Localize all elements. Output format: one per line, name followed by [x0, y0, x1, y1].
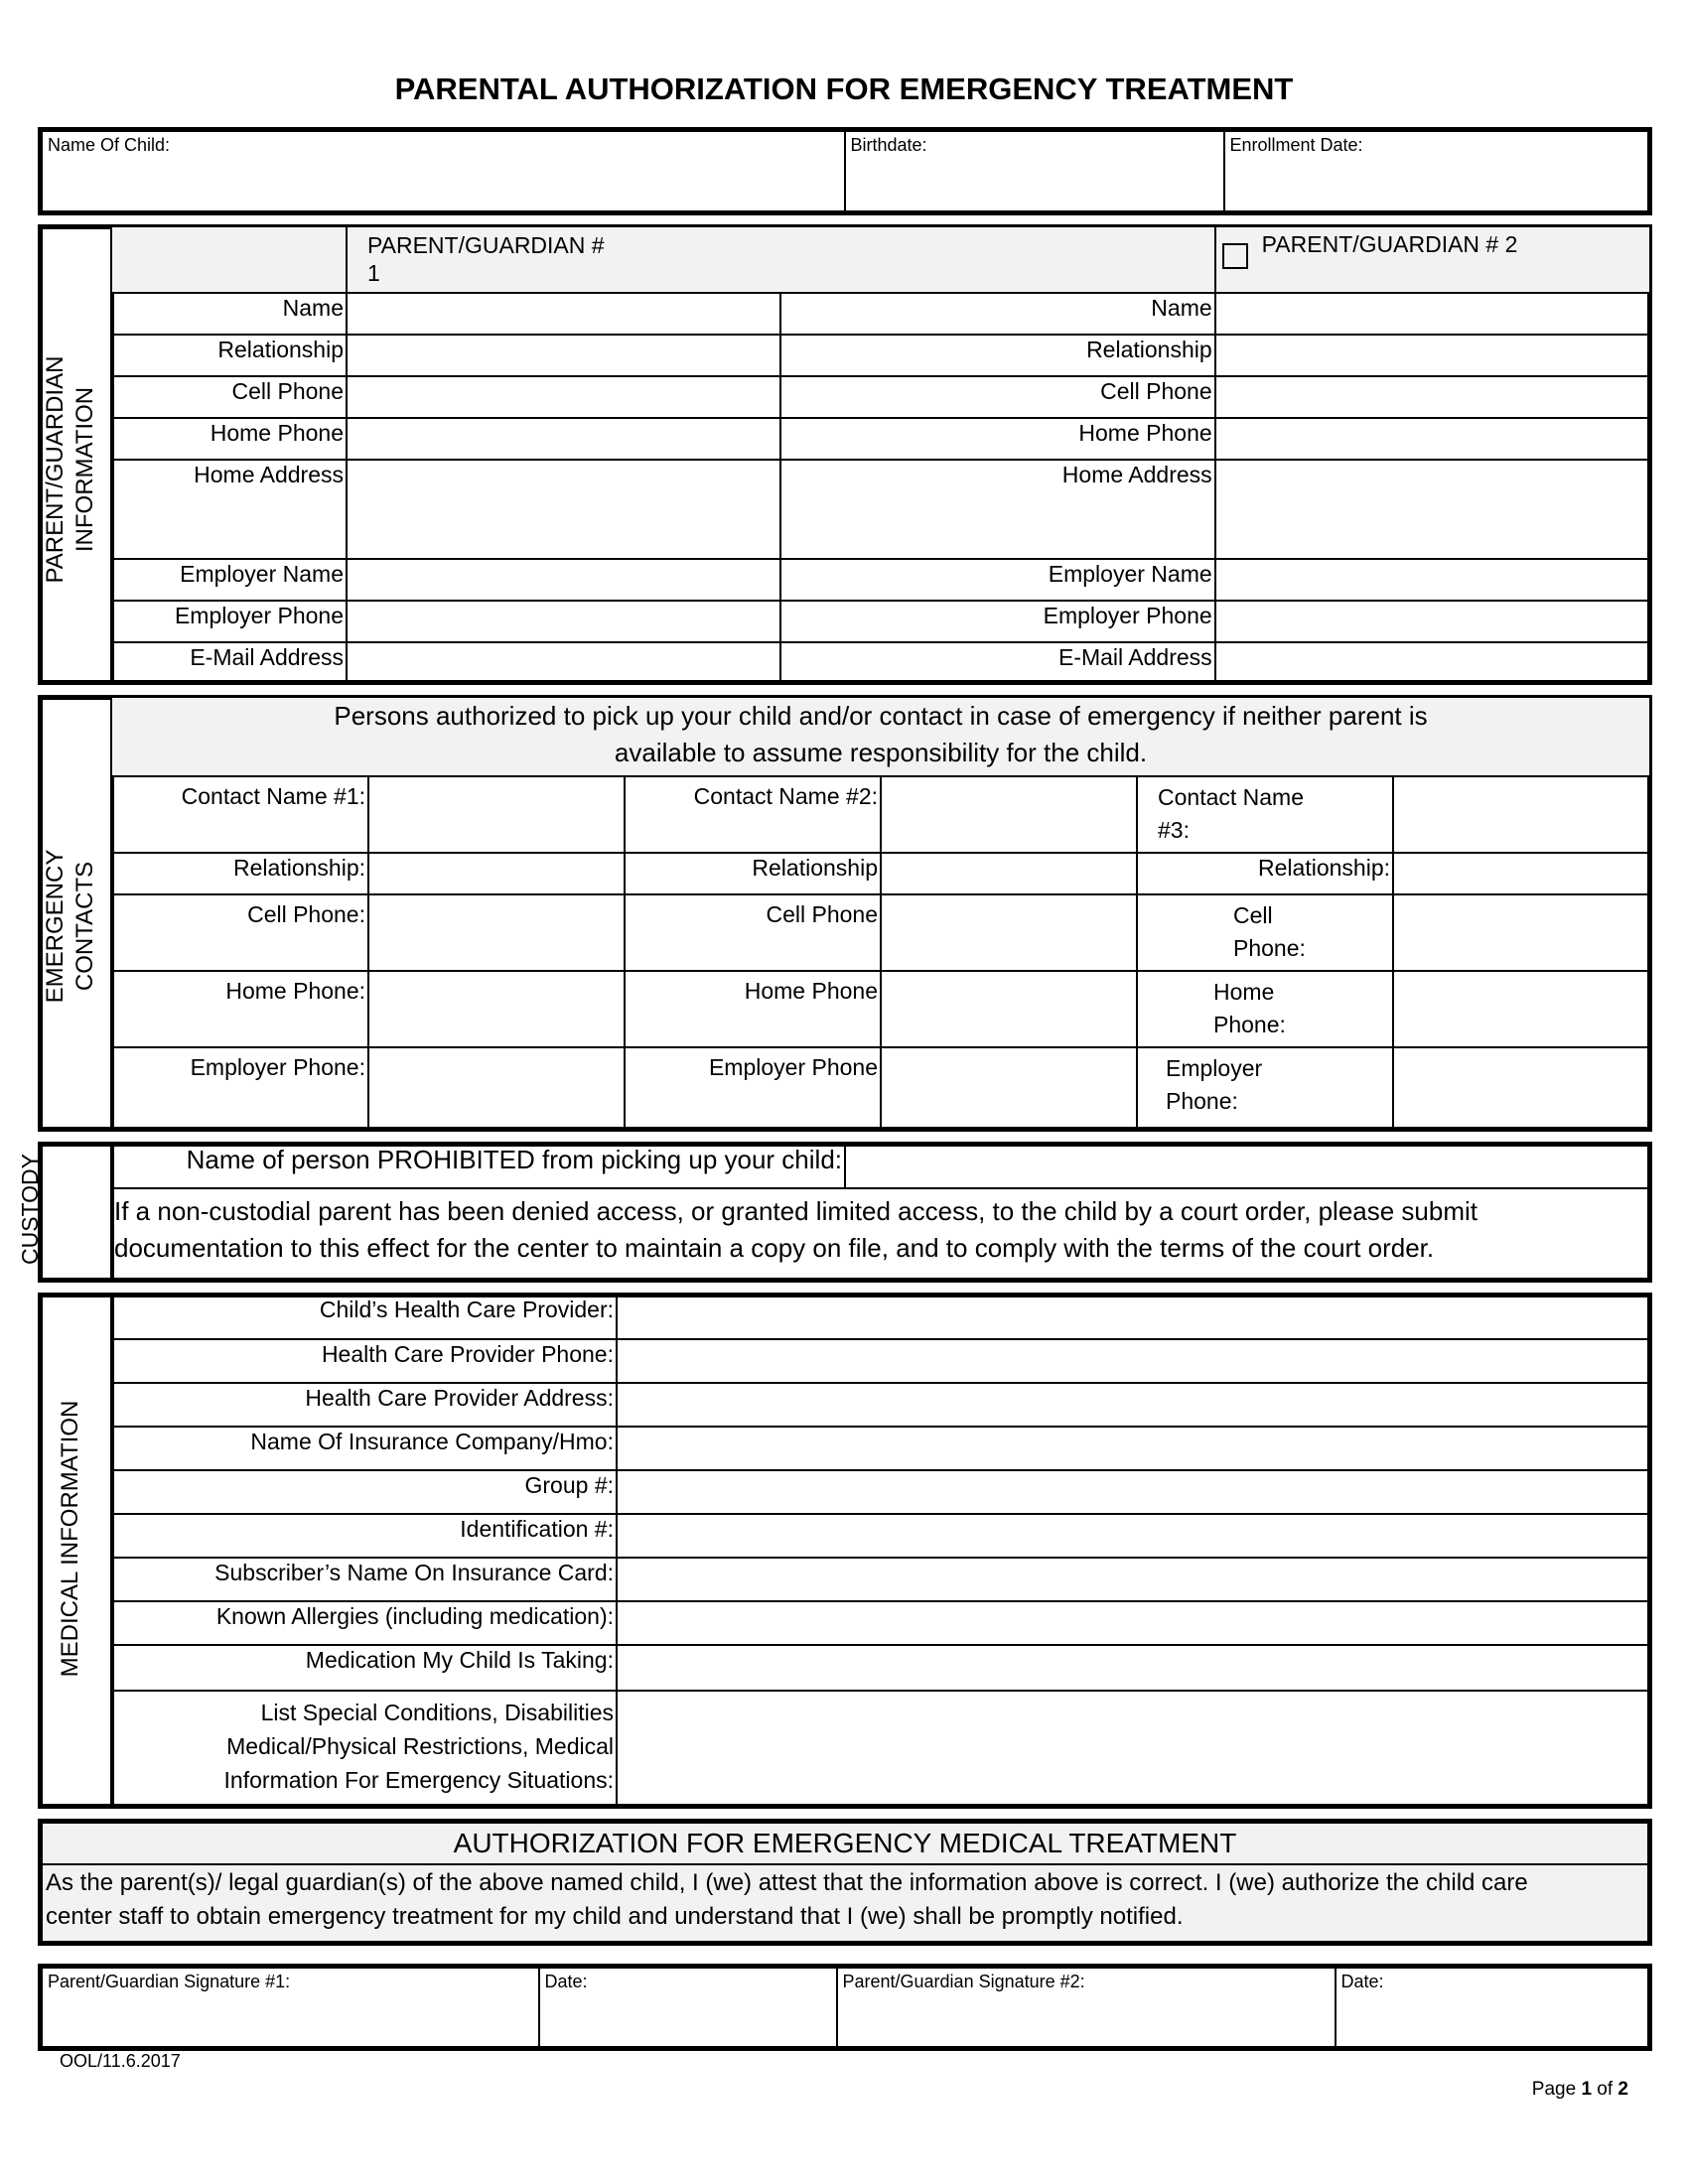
- enrollment-date-label: Enrollment Date:: [1229, 135, 1363, 155]
- signature-table: [38, 1964, 1652, 2051]
- page-title: PARENTAL AUTHORIZATION FOR EMERGENCY TREATMENT: [394, 71, 1294, 106]
- contact2-home-label: Home Phone: [625, 971, 881, 1047]
- contact2-home-input[interactable]: [881, 971, 1137, 1047]
- contact2-name-input[interactable]: [881, 776, 1137, 853]
- contact2-employer-input[interactable]: [881, 1047, 1137, 1129]
- contact3-name-label: [1137, 776, 1393, 853]
- contact2-cell-input[interactable]: [881, 894, 1137, 971]
- contact2-cell-label: Cell Phone: [625, 894, 881, 971]
- medical-special-conditions-input[interactable]: [617, 1691, 1649, 1806]
- medical-insurance-company-label: Name Of Insurance Company/Hmo:: [112, 1427, 617, 1470]
- contact3-home-label-line2: Phone:: [1213, 1012, 1286, 1037]
- parent1-email-address-label: E-Mail Address: [112, 642, 347, 682]
- medical-known-allergies-label: Known Allergies (including medication):: [112, 1601, 617, 1645]
- emergency-intro-line2: available to assume responsibility for the child.: [614, 738, 1148, 767]
- page-total: 2: [1618, 2079, 1628, 2100]
- date1-label: Date:: [544, 1972, 588, 1991]
- contact3-relationship-input[interactable]: [1393, 853, 1649, 894]
- authorization-text-line2: center staff to obtain emergency treatment for my child and understand that I (we) shall be promptly notified.: [46, 1903, 1184, 1930]
- parent1-home-phone-input[interactable]: [347, 418, 780, 460]
- form-code: OOL/11.6.2017: [60, 2051, 181, 2071]
- contact1-name-label: Contact Name #1:: [112, 776, 368, 853]
- contact3-name-label-line1: Contact Name: [1158, 784, 1305, 810]
- page-prefix: Page: [1531, 2079, 1582, 2100]
- medical-known-allergies-input[interactable]: [617, 1601, 1649, 1645]
- emergency-side-panel: [41, 698, 114, 1129]
- authorization-heading: AUTHORIZATION FOR EMERGENCY MEDICAL TREATMENT: [41, 1822, 1649, 1865]
- parent2-header-text: PARENT/GUARDIAN # 2: [1261, 231, 1518, 257]
- contact2-employer-label: Employer Phone: [625, 1047, 881, 1129]
- parent2-email-address-input[interactable]: [1215, 642, 1649, 682]
- parent1-name-label: Name: [112, 293, 347, 335]
- parent2-employer-name-input[interactable]: [1215, 559, 1649, 601]
- contact3-home-label-line1: Home: [1213, 979, 1275, 1005]
- parent2-employer-phone-label: Employer Phone: [780, 601, 1214, 642]
- emergency-contacts-table: [112, 698, 1649, 1129]
- parent1-home-phone-label: Home Phone: [112, 418, 347, 460]
- parent2-relationship-label: Relationship: [780, 335, 1214, 376]
- signature1-field[interactable]: [41, 1967, 539, 2049]
- child-info-table: [38, 127, 1652, 215]
- date2-field[interactable]: [1336, 1967, 1650, 2049]
- medical-provider-phone-label: Health Care Provider Phone:: [112, 1339, 617, 1383]
- parent2-name-label: Name: [780, 293, 1214, 335]
- parent-side-label-line2: INFORMATION: [71, 386, 98, 553]
- emergency-side-label-line2: CONTACTS: [71, 861, 98, 992]
- contact3-name-label-line2: #3:: [1158, 817, 1190, 843]
- contact1-employer-input[interactable]: [368, 1047, 625, 1129]
- parent1-name-input[interactable]: [347, 293, 780, 335]
- custody-side-panel: [17, 1145, 114, 1280]
- medical-subscriber-name-label: Subscriber’s Name On Insurance Card:: [112, 1558, 617, 1601]
- contact3-employer-label-line2: Phone:: [1166, 1088, 1238, 1114]
- custody-side-label: CUSTODY: [17, 1153, 43, 1266]
- parent2-cell-phone-label: Cell Phone: [780, 376, 1214, 418]
- contact1-name-input[interactable]: [368, 776, 625, 853]
- parent2-checkbox[interactable]: [1222, 243, 1248, 269]
- medical-special-conditions-line3: Information For Emergency Situations:: [223, 1767, 614, 1793]
- parent1-header: [347, 227, 1215, 293]
- parent1-cell-phone-label: Cell Phone: [112, 376, 347, 418]
- emergency-side-label-line1: EMERGENCY: [42, 849, 69, 1004]
- parent-side-label-line1: PARENT/GUARDIAN: [42, 355, 69, 584]
- parent1-header-num: 1: [367, 260, 380, 286]
- custody-note-line1: If a non-custodial parent has been denied access, or granted limited access, to the child by a court order, please submit: [114, 1196, 1478, 1226]
- parent1-relationship-input[interactable]: [347, 335, 780, 376]
- custody-note-line2: documentation to this effect for the center to maintain a copy on file, and to comply with the terms of the court order.: [114, 1233, 1435, 1263]
- custody-note: [112, 1188, 1649, 1280]
- parent2-header: [1215, 227, 1649, 293]
- parent-side-label: [41, 281, 100, 658]
- signature2-field[interactable]: [837, 1967, 1336, 2049]
- contact1-cell-input[interactable]: [368, 894, 625, 971]
- prohibited-input[interactable]: [845, 1145, 1649, 1188]
- contact1-relationship-label: Relationship:: [112, 853, 368, 894]
- parent2-email-address-label: E-Mail Address: [780, 642, 1214, 682]
- date1-field[interactable]: [539, 1967, 837, 2049]
- parent1-employer-name-input[interactable]: [347, 559, 780, 601]
- medical-side-panel: [41, 1296, 114, 1806]
- contact1-home-input[interactable]: [368, 971, 625, 1047]
- parent2-home-address-label: Home Address: [780, 460, 1214, 559]
- emergency-intro: [112, 698, 1649, 776]
- contact1-cell-label: Cell Phone:: [112, 894, 368, 971]
- contact2-relationship-label: Relationship: [625, 853, 881, 894]
- page-number: [1479, 2079, 1628, 2101]
- parent1-header-text: PARENT/GUARDIAN #: [367, 232, 605, 258]
- medical-group-number-label: Group #:: [112, 1470, 617, 1514]
- parent2-home-phone-label: Home Phone: [780, 418, 1214, 460]
- parent2-cell-phone-input[interactable]: [1215, 376, 1649, 418]
- parent2-home-address-input[interactable]: [1215, 460, 1649, 559]
- custody-table: [112, 1145, 1649, 1280]
- birthdate-label: Birthdate:: [850, 135, 927, 155]
- medical-medications-label: Medication My Child Is Taking:: [112, 1645, 617, 1691]
- medical-medications-input[interactable]: [617, 1645, 1649, 1691]
- medical-group-number-input[interactable]: [617, 1470, 1649, 1514]
- contact3-cell-label-line1: Cell: [1233, 902, 1273, 928]
- contact3-cell-label: [1137, 894, 1393, 971]
- contact3-home-input[interactable]: [1393, 971, 1649, 1047]
- contact2-name-label: Contact Name #2:: [625, 776, 881, 853]
- emergency-intro-line1: Persons authorized to pick up your child and/or contact in case of emergency if neither parent is: [334, 701, 1428, 731]
- contact3-name-input[interactable]: [1393, 776, 1649, 853]
- contact3-employer-input[interactable]: [1393, 1047, 1649, 1129]
- enrollment-date-field[interactable]: [1224, 130, 1650, 213]
- signature1-label: Parent/Guardian Signature #1:: [48, 1972, 291, 1991]
- authorization-text: [46, 1866, 1654, 1934]
- medical-provider-phone-input[interactable]: [617, 1339, 1649, 1383]
- medical-special-conditions-label: [112, 1691, 617, 1806]
- medical-identification-number-label: Identification #:: [112, 1514, 617, 1558]
- contact1-employer-label: Employer Phone:: [112, 1047, 368, 1129]
- contact3-employer-label-line1: Employer: [1166, 1055, 1263, 1081]
- medical-special-conditions-line2: Medical/Physical Restrictions, Medical: [226, 1733, 614, 1759]
- page-mid: of: [1592, 2079, 1618, 2100]
- parent1-cell-phone-input[interactable]: [347, 376, 780, 418]
- authorization-text-line1: As the parent(s)/ legal guardian(s) of the above named child, I (we) attest that the information above is correct. I (we) authorize the child care: [46, 1869, 1528, 1896]
- parent1-home-address-label: Home Address: [112, 460, 347, 559]
- contact3-cell-input[interactable]: [1393, 894, 1649, 971]
- parent-guardian-table: [112, 227, 1649, 682]
- contact1-home-label: Home Phone:: [112, 971, 368, 1047]
- medical-provider-address-label: Health Care Provider Address:: [112, 1383, 617, 1427]
- parent1-employer-name-label: Employer Name: [112, 559, 347, 601]
- medical-special-conditions-line1: List Special Conditions, Disabilities: [260, 1700, 614, 1725]
- contact3-employer-label: [1137, 1047, 1393, 1129]
- emergency-side-label: [41, 777, 100, 1075]
- parent2-employer-phone-input[interactable]: [1215, 601, 1649, 642]
- parent1-relationship-label: Relationship: [112, 335, 347, 376]
- parent1-employer-phone-input[interactable]: [347, 601, 780, 642]
- medical-provider-address-input[interactable]: [617, 1383, 1649, 1427]
- child-name-field[interactable]: [41, 130, 845, 213]
- contact1-relationship-input[interactable]: [368, 853, 625, 894]
- medical-side-label: MEDICAL INFORMATION: [57, 1400, 83, 1678]
- contact3-home-label: [1137, 971, 1393, 1047]
- parent1-employer-phone-label: Employer Phone: [112, 601, 347, 642]
- medical-health-care-provider-label: Child’s Health Care Provider:: [112, 1296, 617, 1339]
- parent2-employer-name-label: Employer Name: [780, 559, 1214, 601]
- parent2-name-input[interactable]: [1215, 293, 1649, 335]
- prohibited-label: Name of person PROHIBITED from picking up your child:: [112, 1145, 845, 1188]
- medical-table: [112, 1296, 1649, 1806]
- contact3-relationship-label: Relationship:: [1137, 853, 1393, 894]
- signature2-label: Parent/Guardian Signature #2:: [842, 1972, 1085, 1991]
- parent2-relationship-input[interactable]: [1215, 335, 1649, 376]
- parent-side-panel: [41, 227, 114, 682]
- medical-identification-number-input[interactable]: [617, 1514, 1649, 1558]
- medical-insurance-company-input[interactable]: [617, 1427, 1649, 1470]
- parent1-email-address-input[interactable]: [347, 642, 780, 682]
- contact2-relationship-input[interactable]: [881, 853, 1137, 894]
- child-name-label: Name Of Child:: [48, 135, 171, 155]
- medical-subscriber-name-input[interactable]: [617, 1558, 1649, 1601]
- birthdate-field[interactable]: [845, 130, 1224, 213]
- date2-label: Date:: [1340, 1972, 1384, 1991]
- parent1-home-address-input[interactable]: [347, 460, 780, 559]
- parent2-home-phone-input[interactable]: [1215, 418, 1649, 460]
- contact3-cell-label-line2: Phone:: [1233, 935, 1306, 961]
- medical-health-care-provider-input[interactable]: [617, 1296, 1649, 1339]
- page-current: 1: [1581, 2079, 1593, 2100]
